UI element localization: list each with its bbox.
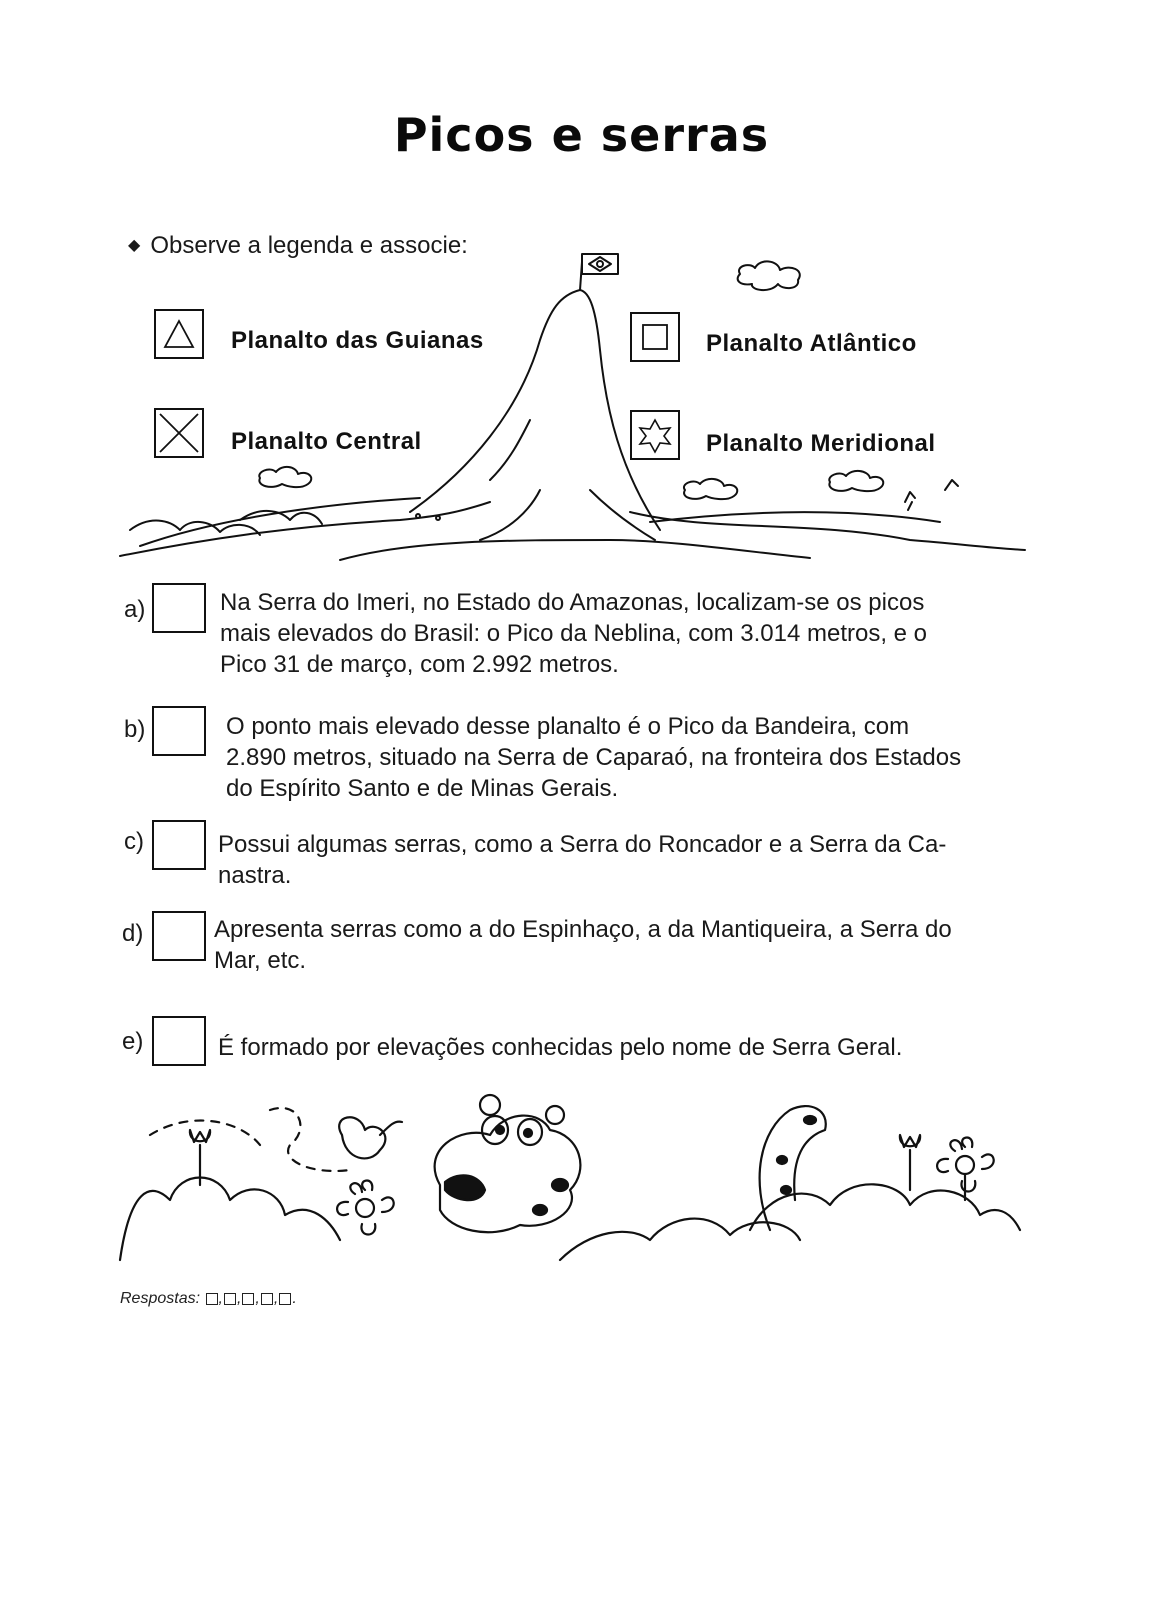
mountain-illustration (110, 240, 1050, 570)
text-line: Possui algumas serras, como a Serra do Roncador e a Serra da Ca- (218, 831, 947, 858)
question-text (214, 914, 952, 976)
text-line: 2.890 metros, situado na Serra de Caparaó, na fronteira dos Estados (226, 744, 962, 771)
answer-box-d[interactable] (152, 911, 206, 961)
text-line: do Espírito Santo e de Minas Gerais. (226, 775, 619, 802)
question-text (226, 711, 961, 804)
question-text (218, 829, 946, 891)
answers-key: Respostas: , , , , . (120, 1290, 297, 1307)
text-line: É formado por elevações conhecidas pelo nome de Serra Geral. (218, 1034, 903, 1061)
star-icon (632, 412, 678, 458)
square-icon (242, 1293, 254, 1305)
text-line: O ponto mais elevado desse planalto é o Pico da Bandeira, com (226, 713, 910, 740)
question-letter: c) (124, 828, 144, 855)
question-text (220, 587, 927, 680)
legend-label-guianas: Planalto das Guianas (231, 327, 484, 354)
question-text (218, 1032, 902, 1063)
text-line: mais elevados do Brasil: o Pico da Neblina, com 3.014 metros, e o (220, 620, 928, 647)
text-line: Apresenta serras como a do Espinhaço, a da Mantiqueira, a Serra do (214, 916, 952, 943)
question-letter: b) (124, 716, 146, 743)
diamond-bullet-icon: ◆ (128, 237, 141, 254)
answers-label: Respostas: (120, 1290, 201, 1307)
page-title: Picos e serras (393, 108, 770, 162)
question-letter: d) (122, 920, 144, 947)
legend-label-central: Planalto Central (231, 428, 422, 455)
answer-box-b[interactable] (152, 706, 206, 756)
star-icon (279, 1293, 291, 1305)
legend-star-box (630, 410, 680, 460)
legend-triangle-box (154, 309, 204, 359)
legend-label-atlantico: Planalto Atlântico (706, 330, 917, 357)
text-line: Pico 31 de março, com 2.992 metros. (220, 651, 619, 678)
legend-label-meridional: Planalto Meridional (706, 430, 936, 457)
jaguar-illustration (110, 1090, 1030, 1270)
answer-box-c[interactable] (152, 820, 206, 870)
legend-square-box (630, 312, 680, 362)
square-icon (632, 314, 678, 360)
legend-x-box (154, 408, 204, 458)
answer-box-e[interactable] (152, 1016, 206, 1066)
text-line: nastra. (218, 862, 292, 889)
text-line: Na Serra do Imeri, no Estado do Amazonas, localizam-se os picos (220, 589, 925, 616)
triangle-icon (156, 311, 202, 357)
answer-box-a[interactable] (152, 583, 206, 633)
text-line: Mar, etc. (214, 947, 307, 974)
instruction-text: Observe a legenda e associe: (150, 232, 468, 259)
x-cross-icon (156, 410, 202, 456)
triangle-icon (206, 1293, 218, 1305)
question-letter: e) (122, 1028, 144, 1055)
square-icon (261, 1293, 273, 1305)
x-cross-icon (224, 1293, 236, 1305)
question-letter: a) (124, 596, 146, 623)
